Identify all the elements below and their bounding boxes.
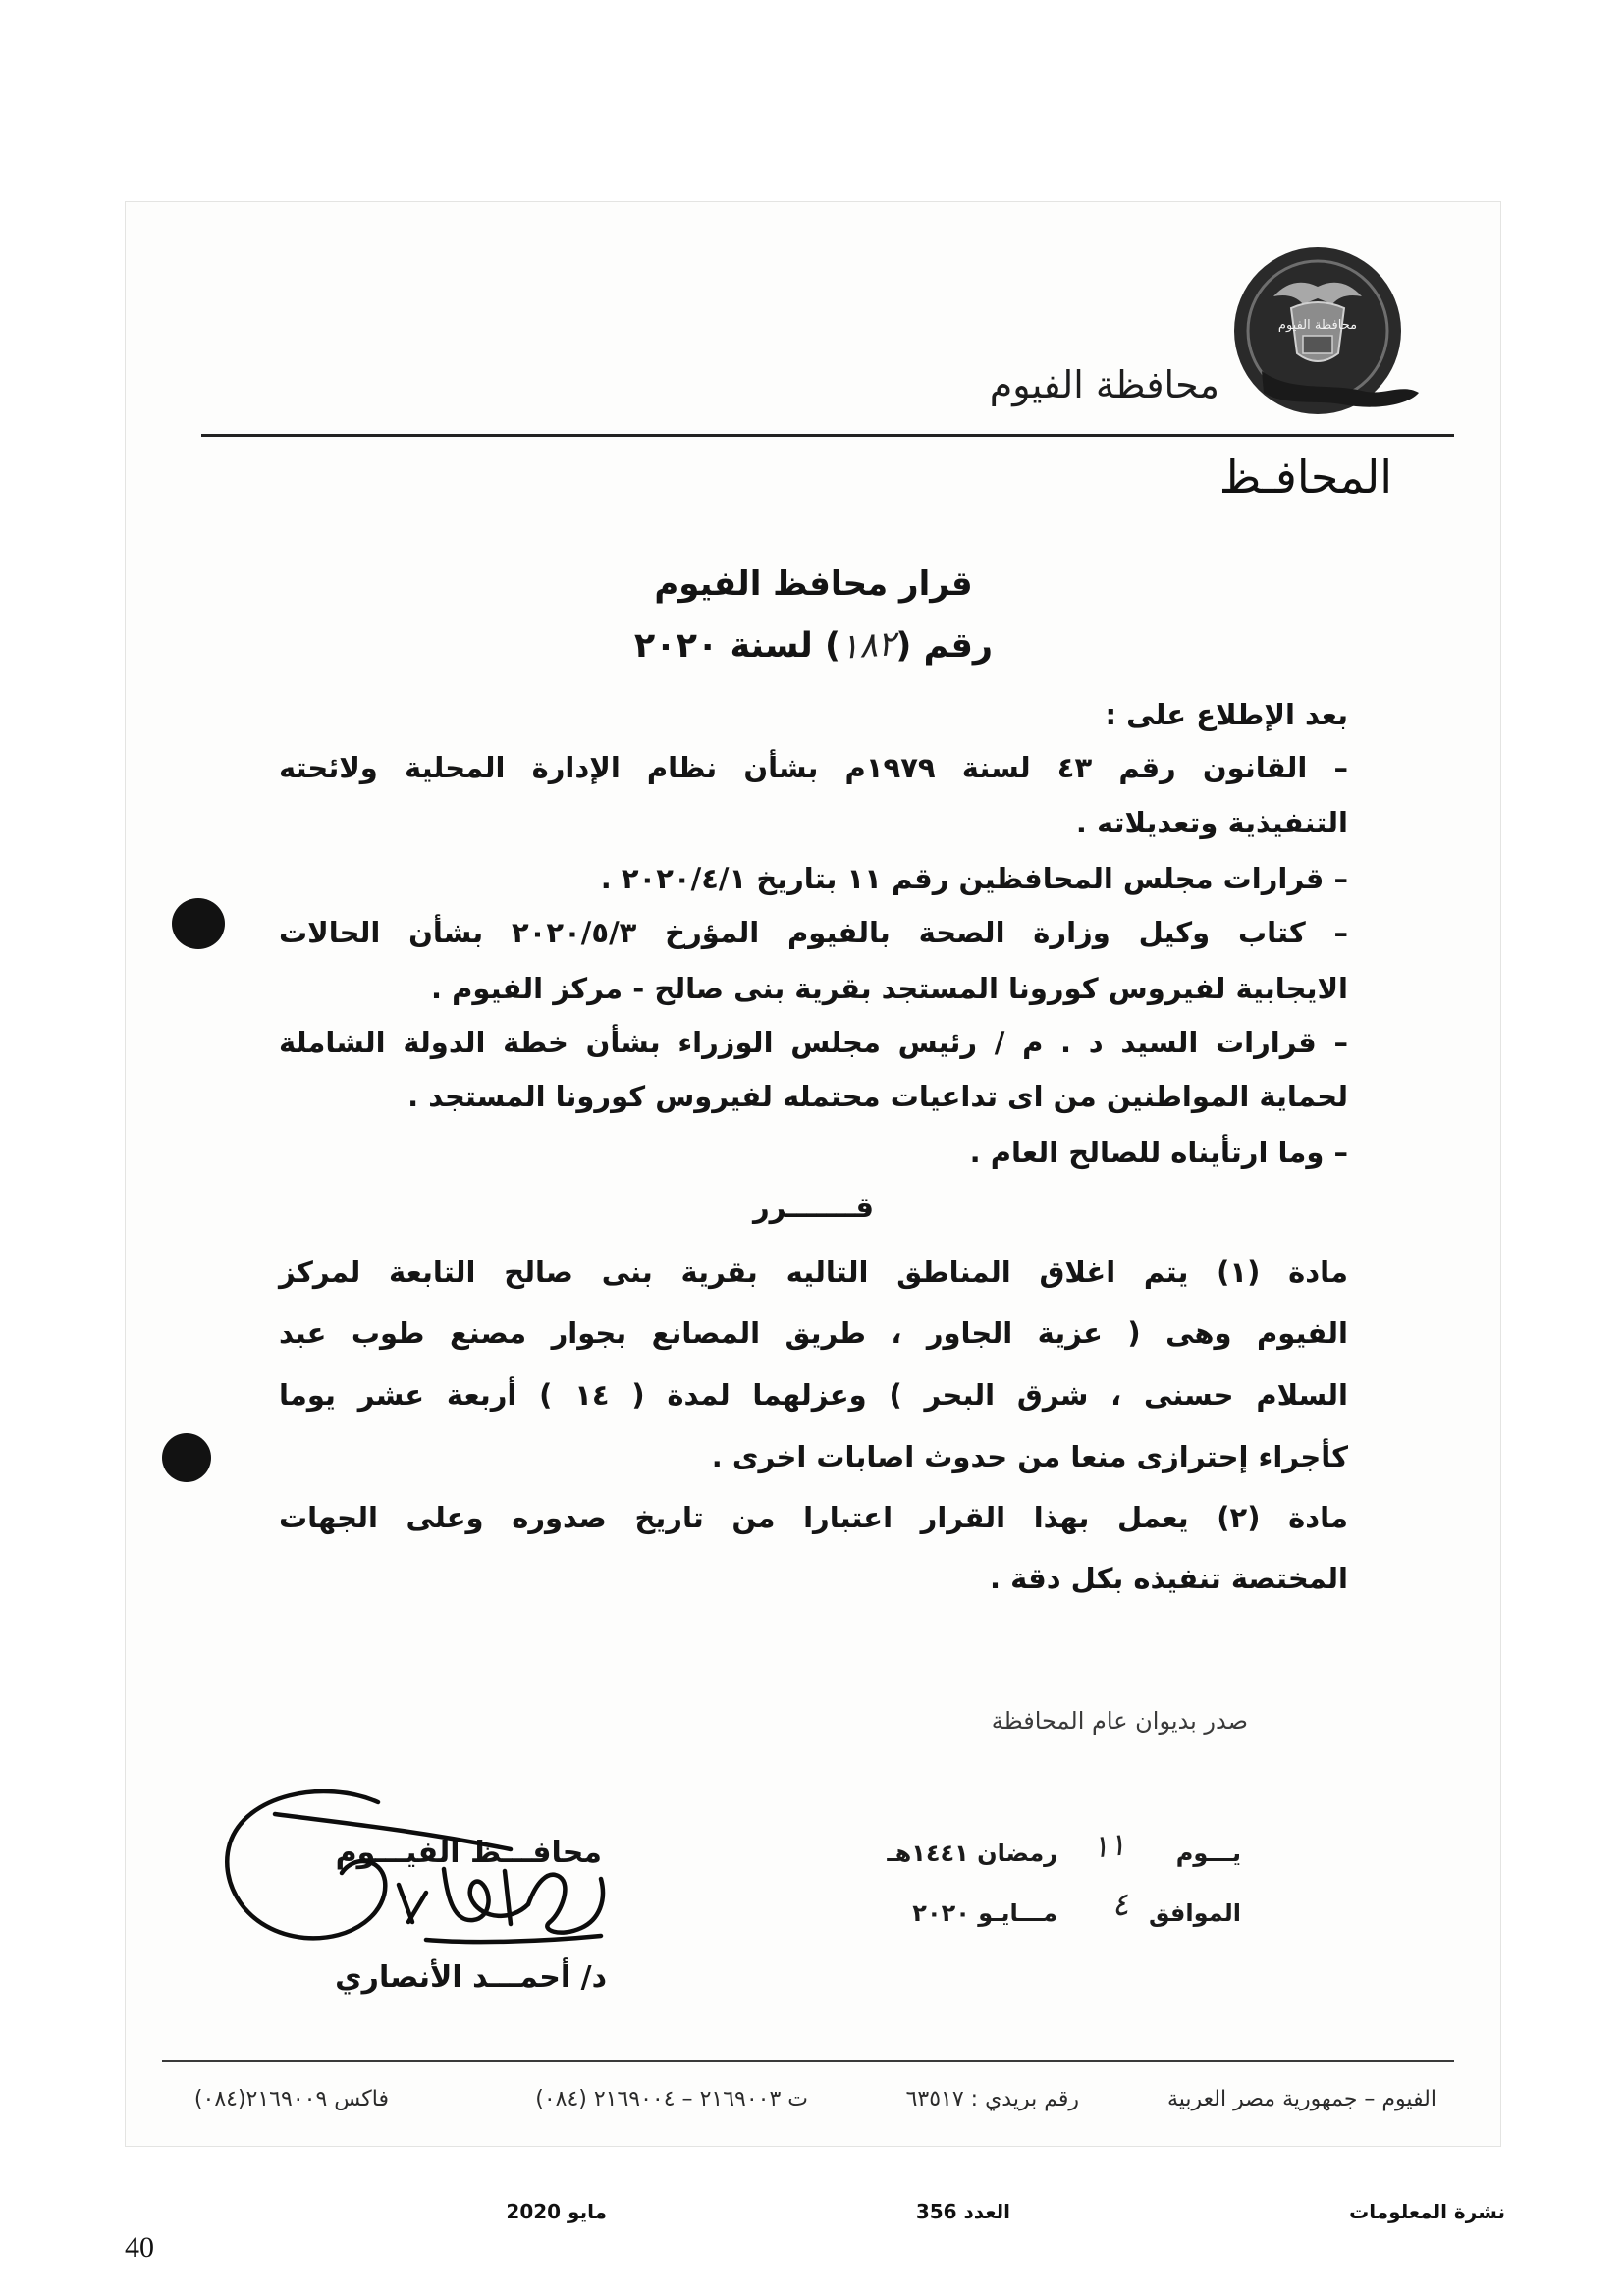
body-line: التنفيذية وتعديلاته . (1075, 806, 1348, 839)
decree-number-prefix: رقم ( (895, 626, 994, 666)
hijri-day-handwritten: ١١ (1089, 1825, 1127, 1866)
decree-number-line (279, 620, 1348, 671)
body-line: مادة (٢) يعمل بهذا القرار اعتبارا من تاريخ صدوره وعلى الجهات (279, 1501, 1348, 1534)
decree-number-suffix: ) لسنة ٢٠٢٠ (633, 626, 840, 666)
footer-rule (162, 2060, 1454, 2062)
seal-lettering: محافظة الفيوم (1277, 318, 1358, 333)
body-line: مادة (١) يتم اغلاق المناطق التاليه بقرية بنى صالح التابعة لمركز (279, 1255, 1348, 1289)
signatory-title: محافـــظ الفيـــوم (335, 1836, 602, 1870)
body-line: الفيوم وهى ( عزية الجاور ، طريق المصانع بجوار مصنع طوب عبد (279, 1316, 1348, 1350)
decided-heading: قـــــــرر (752, 1191, 875, 1224)
body-line: – القانون رقم ٤٣ لسنة ١٩٧٩م بشأن نظام الإدارة المحلية ولائحته (279, 751, 1348, 784)
body-line: – قرارات مجلس المحافظين رقم ١١ بتاريخ ٢٠٢٠/٤/١ . (600, 862, 1348, 895)
issued-at-label: صدر بديوان عام المحافظة (991, 1707, 1248, 1735)
body-line: – وما ارتأيناه للصالح العام . (969, 1136, 1348, 1169)
corresponding-label: الموافق (1149, 1899, 1241, 1927)
publication-name: نشرة المعلومات (1349, 2200, 1505, 2223)
governorate-seal-icon (1224, 236, 1421, 432)
phone-text: ت ٢١٦٩٠٠٣ – ٢١٦٩٠٠٤ (٠٨٤) (535, 2087, 808, 2111)
postal-code-text: رقم بريدي : ٦٣٥١٧ (905, 2087, 1079, 2111)
handwritten-signature (216, 1775, 619, 1951)
decree-number-handwritten: ١٨٢ (839, 624, 897, 667)
gregorian-date: مـــايـو ٢٠٢٠ (912, 1899, 1057, 1927)
body-line: كأجراء إحترازى منعا من حدوث اصابات اخرى . (711, 1440, 1348, 1473)
body-line: – قرارات السيد د . م / رئيس مجلس الوزراء بشأن خطة الدولة الشاملة (279, 1026, 1348, 1059)
fax-text: فاكس ٢١٦٩٠٠٩(٠٨٤) (193, 2087, 389, 2111)
header-rule (201, 434, 1454, 437)
signatory-name: د/ أحمـــد الأنصاري (335, 1960, 607, 1995)
body-line: لحماية المواطنين من اى تداعيات محتمله لفيروس كورونا المستجد . (407, 1080, 1348, 1113)
body-line: السلام حسنى ، شرق البحر ) وعزلهما لمدة ( ١٤ ) أربعة عشر يوما (279, 1378, 1348, 1412)
issue-date: مايو 2020 (506, 2200, 607, 2223)
hijri-date: رمضان ١٤٤١هـ (887, 1840, 1057, 1867)
gregorian-day-handwritten: ٤ (1109, 1885, 1130, 1924)
office-title: المحافـظ (1218, 451, 1392, 504)
page-number: 40 (125, 2231, 154, 2264)
body-line: المختصة تنفيذه بكل دقة . (990, 1562, 1348, 1595)
decree-title: قرار محافظ الفيوم (654, 564, 973, 604)
body-line: الايجابية لفيروس كورونا المستجد بقرية بنى صالح - مركز الفيوم . (431, 972, 1348, 1005)
punch-hole-mark (172, 898, 225, 949)
governorate-name: محافظة الفيوم (989, 363, 1219, 406)
punch-hole-mark (162, 1433, 211, 1482)
issue-number: العدد 356 (915, 2200, 1010, 2223)
body-line: بعد الإطلاع على : (1105, 698, 1348, 731)
body-line: – كتاب وكيل وزارة الصحة بالفيوم المؤرخ ٢٠٢٠/٥/٣ بشأن الحالات (279, 916, 1348, 949)
day-label: يـــوم (1175, 1840, 1241, 1867)
address-text: الفيوم – جمهورية مصر العربية (1166, 2087, 1436, 2111)
